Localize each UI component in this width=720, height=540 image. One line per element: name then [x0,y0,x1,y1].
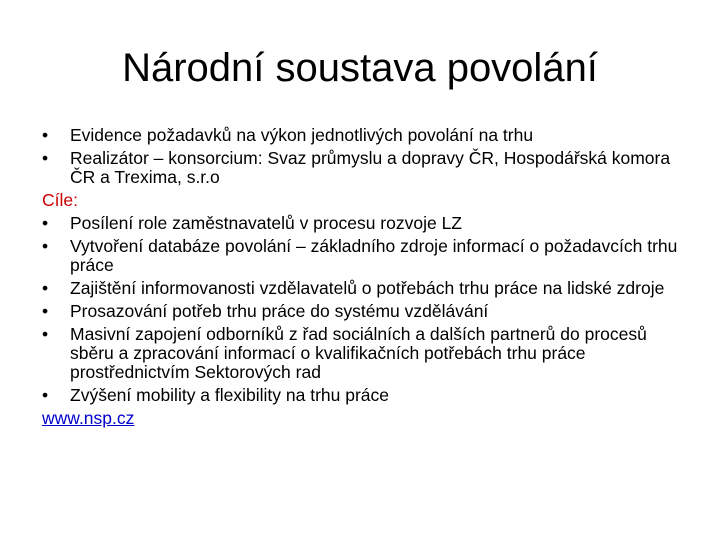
bullet-icon: • [42,385,49,405]
bullet-text: Vytvoření databáze povolání – základního zdroje informací o požadavcích trhu práce [70,236,678,275]
slide-title: Národní soustava povolání [122,46,598,90]
bullet-item [42,279,682,298]
bullet-icon: • [42,148,49,168]
bullet-item [42,149,682,187]
link-line [42,409,682,428]
slide-content [42,126,682,432]
bullet-text: Zajištění informovanosti vzdělavatelů o potřebách trhu práce na lidské zdroje [70,278,665,298]
bullet-icon: • [42,236,49,256]
bullet-text: Masivní zapojení odborníků z řad sociálních a dalších partnerů do procesů sběru a zpracování informací o kvalifikačních potřebách trhu práce prostřednictvím Sektorových rad [70,324,647,382]
bullet-text: Realizátor – konsorcium: Svaz průmyslu a dopravy ČR, Hospodářská komora ČR a Trexima, s.r.o [70,148,671,187]
bullet-text: Zvýšení mobility a flexibility na trhu práce [70,385,390,405]
bullet-item [42,126,682,145]
bullet-item [42,386,682,405]
bullet-item [42,214,682,233]
bullet-icon: • [42,278,49,298]
goals-heading [42,191,682,210]
bullet-icon: • [42,125,49,145]
bullet-text: Prosazování potřeb trhu práce do systému vzdělávání [70,301,489,321]
website-link[interactable]: www.nsp.cz [42,408,135,428]
bullet-item [42,325,682,382]
bullet-item [42,302,682,321]
goals-label: Cíle: [42,190,78,210]
bullet-icon: • [42,324,49,344]
bullet-item [42,237,682,275]
bullet-text: Posílení role zaměstnavatelů v procesu rozvoje LZ [70,213,462,233]
bullet-icon: • [42,301,49,321]
bullet-icon: • [42,213,49,233]
bullet-text: Evidence požadavků na výkon jednotlivých povolání na trhu [70,125,534,145]
